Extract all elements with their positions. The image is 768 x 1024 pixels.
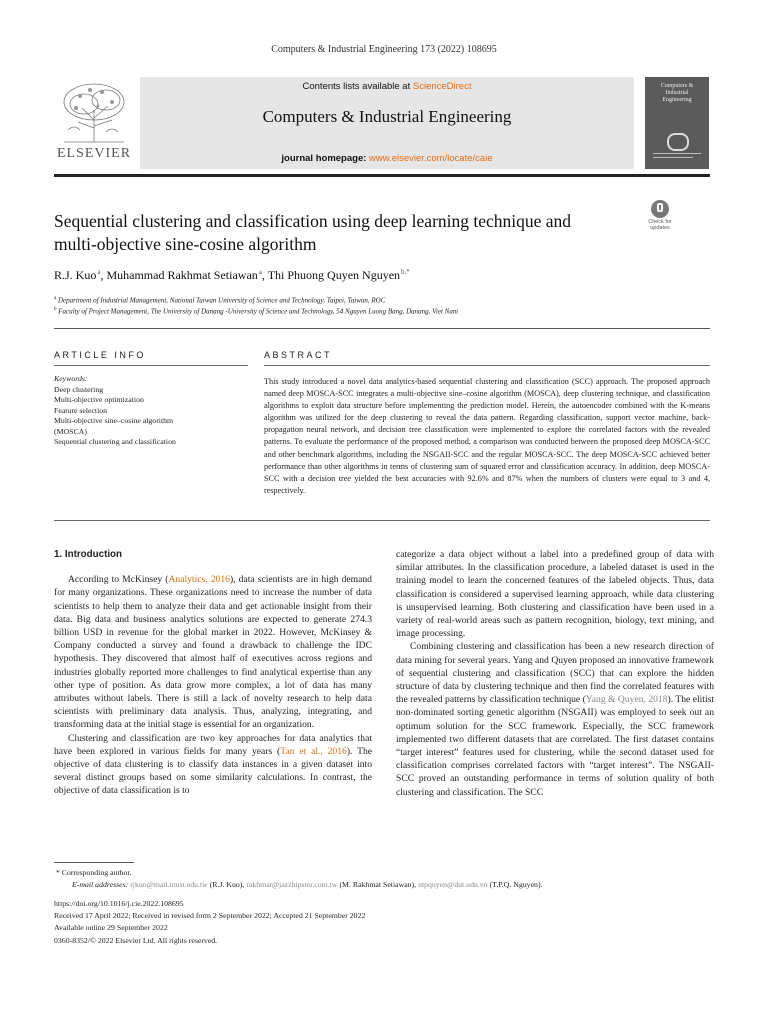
email-owner: (M. Rakhmat Setiawan), [339, 880, 417, 889]
cover-line [653, 153, 701, 154]
author-list: R.J. Kuo $^a$, Muhammad Rakhmat Setiawan $^a$, Thi Phuong Quyen Nguyen $^{b,*}$ [54, 268, 410, 282]
header-rule [54, 174, 710, 177]
homepage-link[interactable]: www.elsevier.com/locate/caie [369, 153, 493, 164]
article-title [54, 210, 634, 256]
keyword: Sequential clustering and classification [54, 437, 176, 446]
corresponding-author-note: * Corresponding author. [54, 868, 132, 877]
journal-homepage [140, 153, 634, 164]
abstract-text: This study introduced a novel data analytics-based sequential clustering and classification (SCC) approach. The proposed approach named deep MOSCA-SCC integrates a multi-objective sine–cosine algorithm (MOSCA), deep clustering technique, and classification algorithms to exploit data structure before implementing the prediction model. Herein, the autoencoder combined with the K-means algorithm was utilized for the deep clustering to reveal the data pattern. Regarding classification, support vector machine, back-propagation neural network, and decision tree classification were implemented to explore the correlated factors with the revealed patterns. To evaluate the performance of the proposed method, a comparison was conducted between the proposed deep MOSCA-SCC and other benchmark algorithms, including the NSGAII-SCC and the regular MOSCA-SCC. The deep MOSCA-SCC achieved better performance than other algorithms in terms of clustering sum of squared error and classification accuracy. In addition, deep MOSCA-SCC with a decision tree yielded the best accuracies with 92.6% and 87% when the numbers of clusters were equal to 3 and 4, respectively. [264, 377, 710, 495]
journal-banner [140, 77, 634, 169]
affiliation-text: Department of Industrial Management, National Taiwan University of Science and Technology, Taipei, Taiwan, ROC [57, 296, 386, 305]
article-info-heading: ARTICLE INFO [54, 350, 146, 360]
author-affil-mark[interactable]: a [258, 268, 262, 276]
affiliation [54, 307, 714, 315]
corresponding-text: Corresponding author. [61, 868, 132, 877]
article-metadata [54, 898, 554, 947]
online-date: Available online 29 September 2022 [54, 923, 168, 933]
check-updates-label [645, 219, 675, 231]
body-right-column [396, 548, 714, 799]
email-label: E-mail addresses: [72, 880, 129, 889]
affiliation-rule [54, 328, 710, 329]
body-paragraph [54, 573, 372, 731]
affiliation [54, 296, 714, 304]
author-name[interactable]: R.J. Kuo [54, 268, 97, 282]
homepage-label: journal homepage: [281, 153, 370, 164]
elsevier-logo[interactable] [54, 80, 134, 164]
text-run: Combining clustering and classification has been a new research direction of data mining for several years. Yang and Quyen proposed an innovative framework of sequential clustering and classification (SCC) that can explore the hidden structure of data by clustering technique and then find the correlated features with the revealed patterns by classification technique ( [396, 641, 714, 706]
article-title-line-1: Sequential clustering and classification using deep learning technique and [54, 211, 572, 231]
abstract-rule [264, 365, 710, 366]
author-name[interactable]: Muhammad Rakhmat Setiawan [106, 268, 258, 282]
keyword: Feature selection [54, 405, 108, 415]
body-paragraph: categorize a data object without a label into a predefined group of data with similar attributes. In the classification procedure, a labeled dataset is used in the training model to learn the concerned features of the labeled objects. Thus, data classification is considered a supervised learning approach, while data clustering is unsupervised learning. Both clustering and classification have been used in a variety of real-world areas such as pattern recognition, biology, text mining, and image processing. [396, 549, 714, 640]
email-link[interactable]: rjkuo@mail.ntust.edu.tw [130, 880, 208, 889]
abstract-heading: ABSTRACT [264, 350, 333, 360]
journal-cover-thumbnail[interactable] [645, 77, 709, 169]
citation-link[interactable]: Tan et al., 2016 [280, 745, 347, 757]
received-dates: Received 17 April 2022; Received in revised form 2 September 2022; Accepted 21 September 2022 [54, 911, 366, 921]
abstract-bottom-rule [54, 520, 710, 521]
email-link[interactable]: rakhmat@jazzhipster.com.tw [246, 880, 338, 889]
footnote-rule [54, 862, 134, 863]
sciencedirect-link[interactable]: ScienceDirect [412, 81, 472, 92]
section-heading: 1. Introduction [54, 549, 123, 560]
article-title-line-2: multi-objective sine-cosine algorithm [54, 234, 317, 254]
email-owner: (T.P.Q. Nguyen). [489, 880, 543, 889]
bookmark-icon [651, 200, 669, 218]
body-paragraph [54, 732, 372, 798]
cover-emblem-icon [667, 133, 689, 151]
cover-line [653, 157, 693, 158]
keyword: Deep clustering [54, 384, 104, 394]
author-affil-mark[interactable]: a [97, 268, 101, 276]
email-link[interactable]: ntpquyen@dut.udn.vn [418, 880, 488, 889]
affiliation-text: Faculty of Project Management, The University of Danang -University of Science and Technology, 54 Nguyen Luong Bang, Danang, Viet Nam [58, 307, 458, 316]
contents-prefix: Contents lists available at [302, 81, 413, 92]
running-header: Computers & Industrial Engineering 173 (2022) 108695 [271, 44, 497, 55]
author-affil-mark[interactable]: b,* [401, 268, 410, 276]
check-updates-line-1: Check for [648, 219, 672, 225]
contents-availability [140, 81, 634, 92]
email-owner: (R.J. Kuo), [209, 880, 245, 889]
journal-title[interactable]: Computers & Industrial Engineering [262, 107, 512, 126]
cover-title-line-1: Computers & [660, 83, 694, 89]
elsevier-tree-icon [54, 80, 134, 144]
check-for-updates-button[interactable] [645, 200, 675, 232]
cover-title-line-3: Engineering [662, 97, 692, 103]
article-info-rule [54, 365, 248, 366]
cover-title [645, 83, 709, 104]
body-paragraph [396, 640, 714, 798]
doi-link[interactable]: https://doi.org/10.1016/j.cie.2022.108695 [54, 899, 184, 908]
keyword: (MOSCA) [54, 426, 87, 436]
text-run: Clustering and classification are two key approaches for data analytics that have been explored in various fields for many years ( [54, 732, 372, 757]
keyword: Multi-objective sine–cosine algorithm [54, 416, 174, 425]
text-run: ). The objective of data clustering is to classify data instances in a given dataset into several distinct groups based on some similarity calculations. In contrast, the objective of data classification is to [54, 745, 372, 797]
text-run: ). The elitist non-dominated sorting genetic algorithm (NSGAII) was employed to seek out an optimum solution for the SCC framework. Especially, the SCC framework implemented two different datasets that are correlated. The first dataset contains “target interest” features used for clustering, while the second dataset used for classification comprises correlated factors with “target interest”. The NSGAII-SCC proved an outstanding performance in terms of solution quality of both clustering and classification. The SCC [396, 694, 715, 798]
affiliation-mark: a [54, 296, 57, 301]
text-run: ), data scientists are in high demand for many organizations. These organizations need to increase the number of data scientists to help them to analyze their data and get actionable insight from their data. Big data and business analytics solutions are expected to generate 274.3 billion USD in revenue for the global market in 2022. However, McKinsey & Company conducted a survey and found a drawback to challenge the IDC hypothesis. They discovered that almost half of executives across regions and industries globally reported more challenges to find analytical expertise than any other type of position. As data grow more complex, a lot of data has many attributes without labels. There is still a lack of novelty research to help data scientists with preliminary data analysis. Thus, analyzing, integrating, and transforming data at the initial stage is essential for an organization. [54, 574, 372, 731]
citation-link[interactable]: Analytics, 2016 [168, 574, 230, 586]
author-name[interactable]: Thi Phuong Quyen Nguyen [267, 268, 401, 282]
keywords-block [54, 374, 254, 448]
check-updates-line-2: updates [650, 225, 670, 231]
cover-title-line-2: Industrial [665, 90, 689, 96]
body-left-column [54, 548, 372, 798]
citation-link[interactable]: Yang & Quyen, 2018 [585, 694, 668, 706]
keywords-label: Keywords: [54, 374, 88, 383]
affiliation-mark: b [54, 307, 57, 312]
copyright: 0360-8352/© 2022 Elsevier Ltd. All rights reserved. [54, 935, 218, 945]
elsevier-wordmark: ELSEVIER [56, 146, 132, 161]
keyword: Multi-objective optimization [54, 395, 144, 404]
text-run: According to McKinsey ( [68, 574, 169, 586]
email-addresses [72, 880, 762, 890]
